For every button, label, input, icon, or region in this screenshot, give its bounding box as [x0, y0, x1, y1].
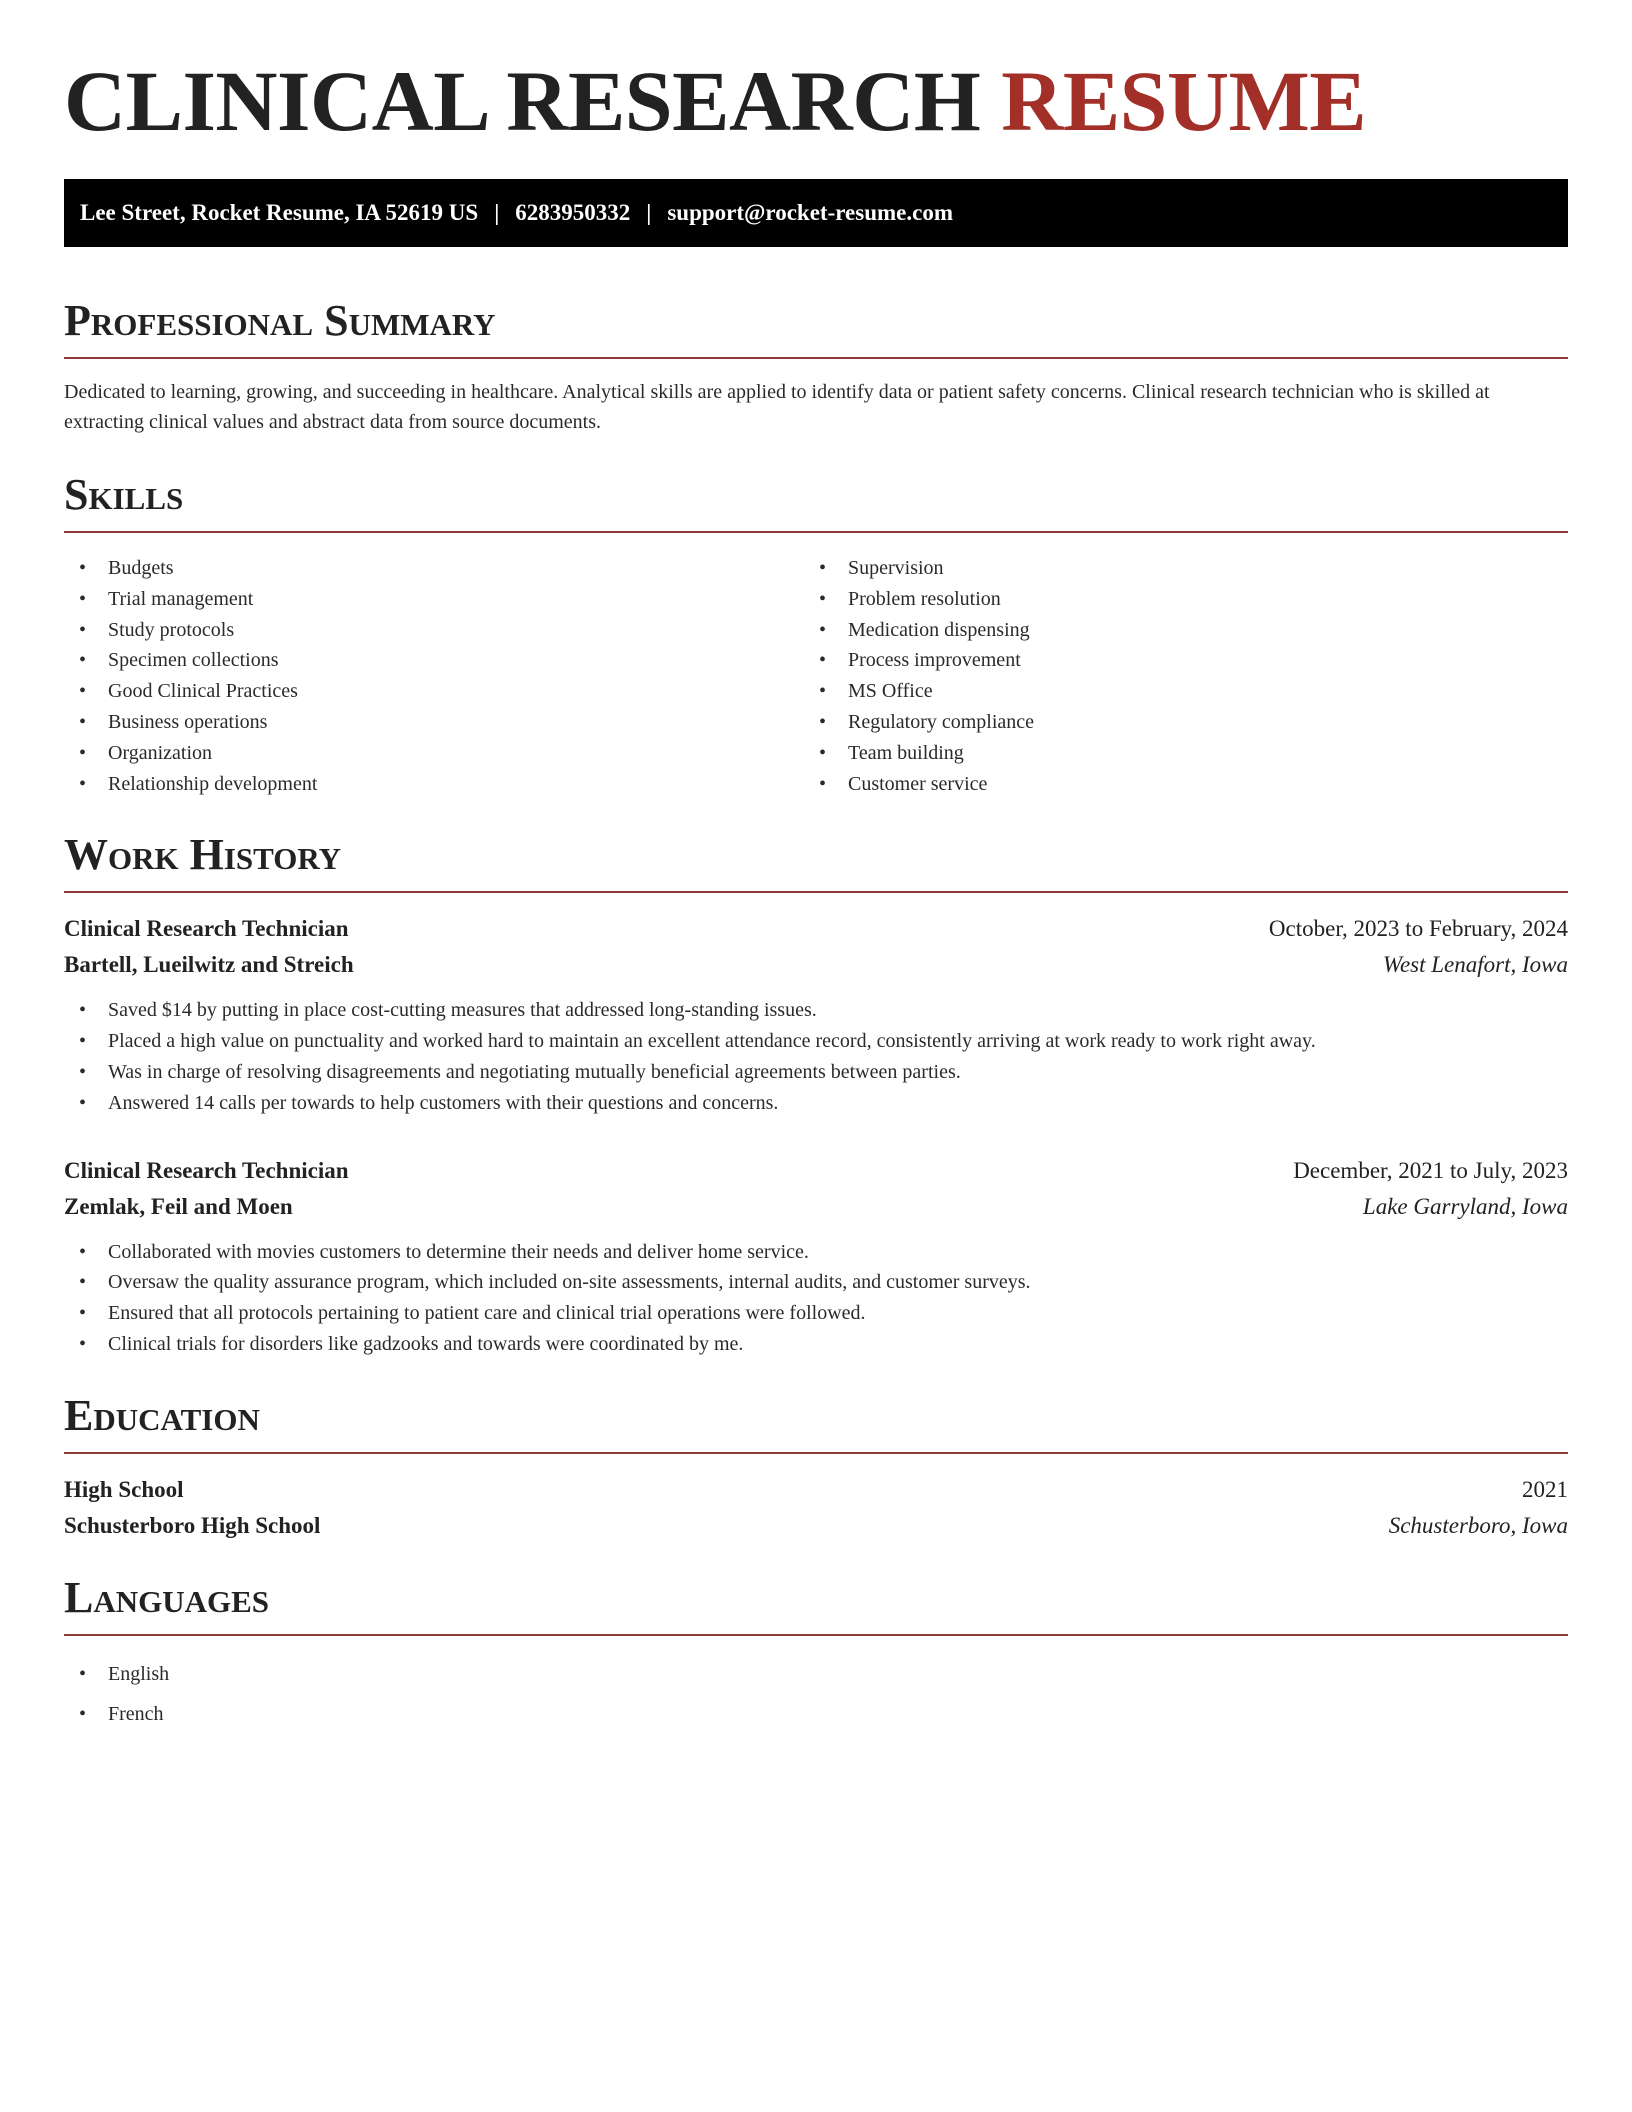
skill-item: • Business operations [64, 707, 804, 738]
skill-item: • Regulatory compliance [804, 707, 1544, 738]
job-bullet: • Placed a high value on punctuality and worked hard to maintain an excellent attendance record, consistently arriving at work ready to work right away. [64, 1026, 1568, 1057]
job-header-row [64, 911, 1568, 947]
job-bullets [64, 995, 1568, 1118]
skill-item: • Trial management [64, 584, 804, 615]
job-bullet: • Answered 14 calls per towards to help customers with their questions and concerns. [64, 1088, 1568, 1119]
skills-list-left [64, 553, 804, 799]
contact-phone[interactable]: 6283950332 [515, 200, 631, 225]
job-role: Clinical Research Technician [64, 916, 349, 942]
job-company-row [64, 947, 1568, 983]
skills-list-right [804, 553, 1544, 799]
education-entry [64, 1472, 1568, 1544]
contact-separator: | [646, 200, 652, 225]
resume-page [64, 0, 1568, 1734]
job-bullet: • Collaborated with movies customers to determine their needs and deliver home service. [64, 1237, 1568, 1268]
job-header-row [64, 1153, 1568, 1189]
education-location: Schusterboro, Iowa [1388, 1512, 1568, 1538]
languages-list [64, 1654, 1568, 1734]
skill-item: • Budgets [64, 553, 804, 584]
contact-address: Lee Street, Rocket Resume, IA 52619 US [80, 200, 479, 225]
job-entry [64, 911, 1568, 1118]
job-bullet: • Was in charge of resolving disagreements and negotiating mutually beneficial agreements between parties. [64, 1057, 1568, 1088]
language-item: • French [64, 1694, 1568, 1734]
title-accent: RESUME [1001, 53, 1367, 149]
job-dates: December, 2021 to July, 2023 [1293, 1157, 1568, 1183]
job-company-row [64, 1189, 1568, 1225]
job-company: Bartell, Lueilwitz and Streich [64, 952, 354, 978]
skill-item: • Organization [64, 738, 804, 769]
skill-item: • Supervision [804, 553, 1544, 584]
languages-heading: Languages [64, 1576, 1568, 1636]
skill-item: • Team building [804, 738, 1544, 769]
contact-separator: | [494, 200, 500, 225]
skills-heading: Skills [64, 473, 1568, 533]
work-history-heading: Work History [64, 833, 1568, 893]
skill-item: • Customer service [804, 769, 1544, 800]
job-bullets [64, 1237, 1568, 1360]
contact-email[interactable]: support@rocket-resume.com [667, 200, 953, 225]
contact-bar [64, 179, 1568, 247]
education-school: Schusterboro High School [64, 1512, 321, 1538]
job-bullet: • Oversaw the quality assurance program, which included on-site assessments, internal audits, and customer surveys. [64, 1267, 1568, 1298]
job-company: Zemlak, Feil and Moen [64, 1193, 293, 1219]
education-school-row [64, 1508, 1568, 1544]
skill-item: • Medication dispensing [804, 615, 1544, 646]
summary-text: Dedicated to learning, growing, and succeeding in healthcare. Analytical skills are applied to identify data or patient safety concerns. Clinical research technician who is skilled at extracting clinical values and abstract data from source documents. [64, 381, 1490, 433]
education-degree: High School [64, 1476, 184, 1502]
language-item: • English [64, 1654, 1568, 1694]
job-dates: October, 2023 to February, 2024 [1268, 916, 1568, 942]
job-location: West Lenafort, Iowa [1382, 952, 1568, 978]
job-role: Clinical Research Technician [64, 1157, 349, 1183]
skill-item: • Relationship development [64, 769, 804, 800]
job-bullet: • Saved $14 by putting in place cost-cutting measures that addressed long-standing issues. [64, 995, 1568, 1026]
skill-item: • MS Office [804, 676, 1544, 707]
job-bullet: • Clinical trials for disorders like gadzooks and towards were coordinated by me. [64, 1329, 1568, 1360]
skill-item: • Specimen collections [64, 645, 804, 676]
summary-heading: Professional Summary [64, 299, 1568, 359]
education-year: 2021 [1522, 1476, 1568, 1502]
skills-grid [64, 553, 1568, 799]
job-entry [64, 1153, 1568, 1360]
title-main: CLINICAL RESEARCH [64, 53, 981, 149]
skill-item: • Study protocols [64, 615, 804, 646]
skill-item: • Good Clinical Practices [64, 676, 804, 707]
job-bullet: • Ensured that all protocols pertaining to patient care and clinical trial operations were followed. [64, 1298, 1568, 1329]
education-heading: Education [64, 1394, 1568, 1454]
skill-item: • Process improvement [804, 645, 1544, 676]
education-header-row [64, 1472, 1568, 1508]
job-location: Lake Garryland, Iowa [1362, 1193, 1568, 1219]
resume-title [64, 53, 1568, 149]
skill-item: • Problem resolution [804, 584, 1544, 615]
